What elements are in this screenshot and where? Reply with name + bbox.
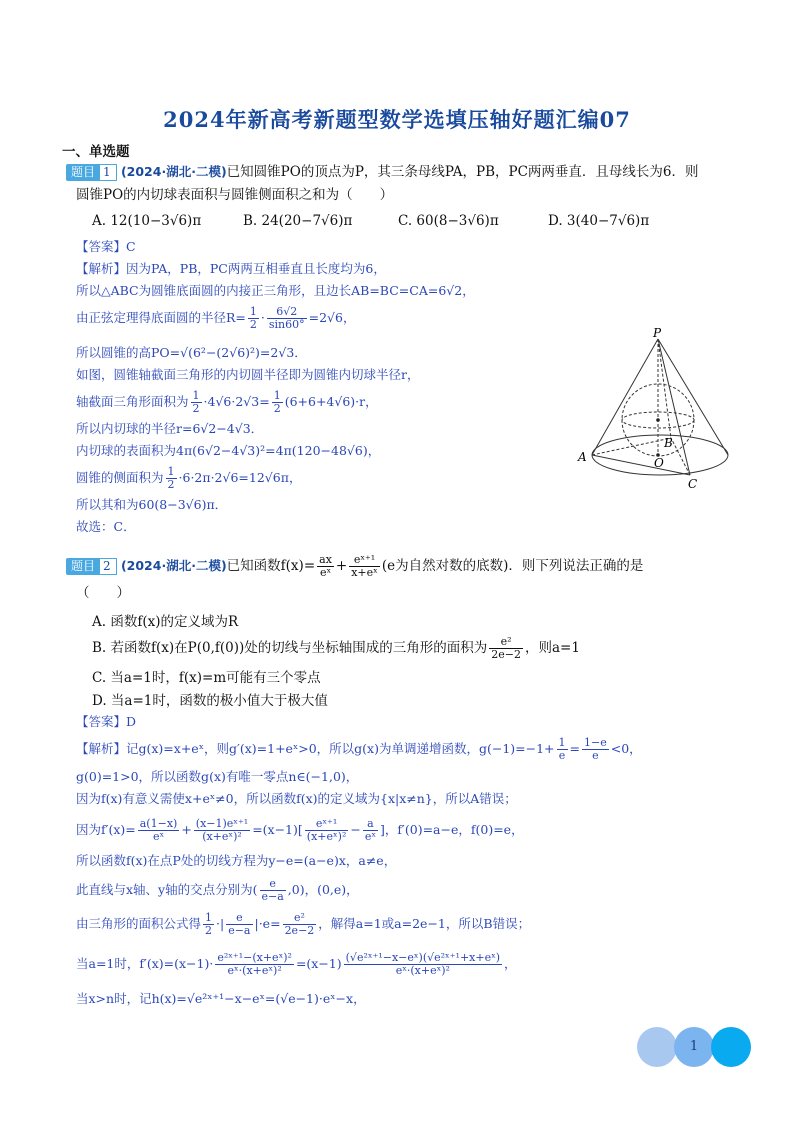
stem-text: 已知圆锥PO的顶点为P，其三条母线PA，PB，PC两两垂直．且母线长为6．则 xyxy=(226,164,699,180)
question-number: 1 xyxy=(97,164,117,181)
question-2-stem: 题目 2 (2024·湖北·二模)已知函数f(x)= $\frac{ax}{\text{eˣ}}$ + $\frac{\text{eˣ⁺¹}}{\text{x+eˣ}}$ (e为自然对数的底数)．则下列说法正确的是 xyxy=(66,554,643,579)
q1-solution-line: 所以△ABC为圆锥底面圆的内接正三角形，且边长AB=BC=CA=6√2， xyxy=(76,283,475,298)
q2-solution-line: 所以函数f(x)在点P处的切线方程为y−e=(a−e)x，a≠e， xyxy=(76,853,397,868)
question-source: (2024·湖北·二模) xyxy=(120,558,227,573)
q1-solution-line: 内切球的表面积为4π(6√2−4√3)²=4π(120−48√6)， xyxy=(76,443,381,458)
question-1-stem xyxy=(66,163,699,181)
q1-option-a: A. 12(10−3√6)π xyxy=(92,213,202,229)
q1-solution-line: 故选：C． xyxy=(76,519,136,534)
q2-solution-line: 由三角形的面积公式得 $\frac{1}{2}$ ·| $\frac{e}{e-a}$ |·e= $\frac{\text{e²}}{2e-2}$ ，解得a=1或a=2e−1，所以B错误； xyxy=(76,911,531,937)
q2-solution-line: 此直线与x轴、y轴的交点分别为( $\frac{e}{e-a}$ ,0)，(0,e)， xyxy=(76,877,359,903)
q2-solution-line: 因为f(x)有意义需使x+eˣ≠0，所以函数f(x)的定义域为{x|x≠n}，所以A错误； xyxy=(76,791,517,806)
question-tag: 题目 xyxy=(66,558,100,575)
q2-option-d: D. 当a=1时，函数的极小值大于极大值 xyxy=(92,693,328,709)
q1-solution-line: 圆锥的侧面积为 $\frac{1}{2}$ ·6·2π·2√6=12√6π， xyxy=(76,465,302,491)
q2-option-c: C. 当a=1时，f(x)=m可能有三个零点 xyxy=(92,670,321,686)
q1-solution-line: 所以其和为60(8−3√6)π． xyxy=(76,497,228,512)
cone-figure xyxy=(570,325,760,495)
label-b: B xyxy=(664,436,673,450)
q2-solution-line: 当x>n时，记h(x)=√e²ˣ⁺¹−x−eˣ=(√e−1)·eˣ−x， xyxy=(76,991,366,1006)
q1-solution-line: 轴截面三角形面积为 $\frac{1}{2}$ ·4√6·2√3= $\frac{1}{2}$ (6+6+4√6)·r， xyxy=(76,389,378,415)
question-source: (2024·湖北·二模) xyxy=(120,164,227,179)
q2-option-a: A. 函数f(x)的定义域为R xyxy=(92,614,239,630)
q1-solution-line: 【解析】因为PA，PB，PC两两互相垂直且长度均为6， xyxy=(76,261,386,276)
question-tag: 题目 xyxy=(66,164,100,181)
q2-answer: 【答案】D xyxy=(76,714,137,729)
q2-solution-line: 当a=1时，f′(x)=(x−1)· $\frac{\text{e²ˣ⁺¹−(x+eˣ)²}}{\text{eˣ·(x+eˣ)²}}$ =(x−1) $\frac{\text{(√e²ˣ⁺¹−x−eˣ)(√e²ˣ⁺¹+x+eˣ)}}{\text{eˣ·(x+eˣ)²}}$ ， xyxy=(76,951,517,977)
q1-solution-line: 所以圆锥的高PO=√(6²−(2√6)²)=2√3． xyxy=(76,345,307,360)
question-1-stem-line2: 圆锥PO的内切球表面积与圆锥侧面积之和为（ ） xyxy=(76,187,394,203)
question-2-paren: （ ） xyxy=(76,585,130,601)
dot-decoration xyxy=(711,1027,751,1067)
q2-option-b: B. 若函数f(x)在P(0,f(0))处的切线与坐标轴围成的三角形的面积为 $\frac{\text{e²}}{2e-2}$ ，则a=1 xyxy=(92,635,580,661)
section-heading: 一、单选题 xyxy=(62,144,130,160)
q1-solution-line: 如图，圆锥轴截面三角形的内切圆半径即为圆锥内切球半径r， xyxy=(76,367,420,382)
dot-decoration xyxy=(637,1027,677,1067)
question-number: 2 xyxy=(97,558,117,575)
q1-solution-line: 由正弦定理得底面圆的半径R= $\frac{1}{2}$ · $\frac{6√2}{\sin 60^\circ}$ =2√6， xyxy=(76,305,356,331)
q1-answer: 【答案】C xyxy=(76,239,136,254)
q1-option-d: D. 3(40−7√6)π xyxy=(548,213,650,229)
q1-option-b: B. 24(20−7√6)π xyxy=(243,213,353,229)
label-c: C xyxy=(688,477,698,491)
q2-solution-line: g(0)=1>0，所以函数g(x)有唯一零点n∈(−1,0)， xyxy=(76,769,359,784)
label-p: P xyxy=(653,326,662,340)
q1-option-c: C. 60(8−3√6)π xyxy=(398,213,499,229)
page-number: 1 xyxy=(674,1027,714,1067)
q1-solution-line: 所以内切球的半径r=6√2−4√3． xyxy=(76,421,264,436)
page-title: 2024年新高考新题型数学选填压轴好题汇编07 xyxy=(163,107,631,132)
page-number-badge xyxy=(637,1027,751,1067)
q2-solution-line: 因为f′(x)= $\frac{a(1-x)}{\text{eˣ}}$ + $\frac{\text{(x−1)eˣ⁺¹}}{\text{(x+eˣ)²}}$ =(x−1)[ $\frac{\text{eˣ⁺¹}}{\text{(x+eˣ)²}}$ − $\frac{a}{\text{eˣ}}$ ]，f′(0)=a−e，f(0)=e， xyxy=(76,817,524,843)
label-a: A xyxy=(578,450,587,464)
label-o: O xyxy=(654,456,664,470)
q2-solution-line: 【解析】记g(x)=x+eˣ，则g′(x)=1+eˣ>0，所以g(x)为单调递增函数，g(−1)=−1+ $\frac{1}{e}$ = $\frac{1-e}{e}$ <0， xyxy=(76,736,642,762)
